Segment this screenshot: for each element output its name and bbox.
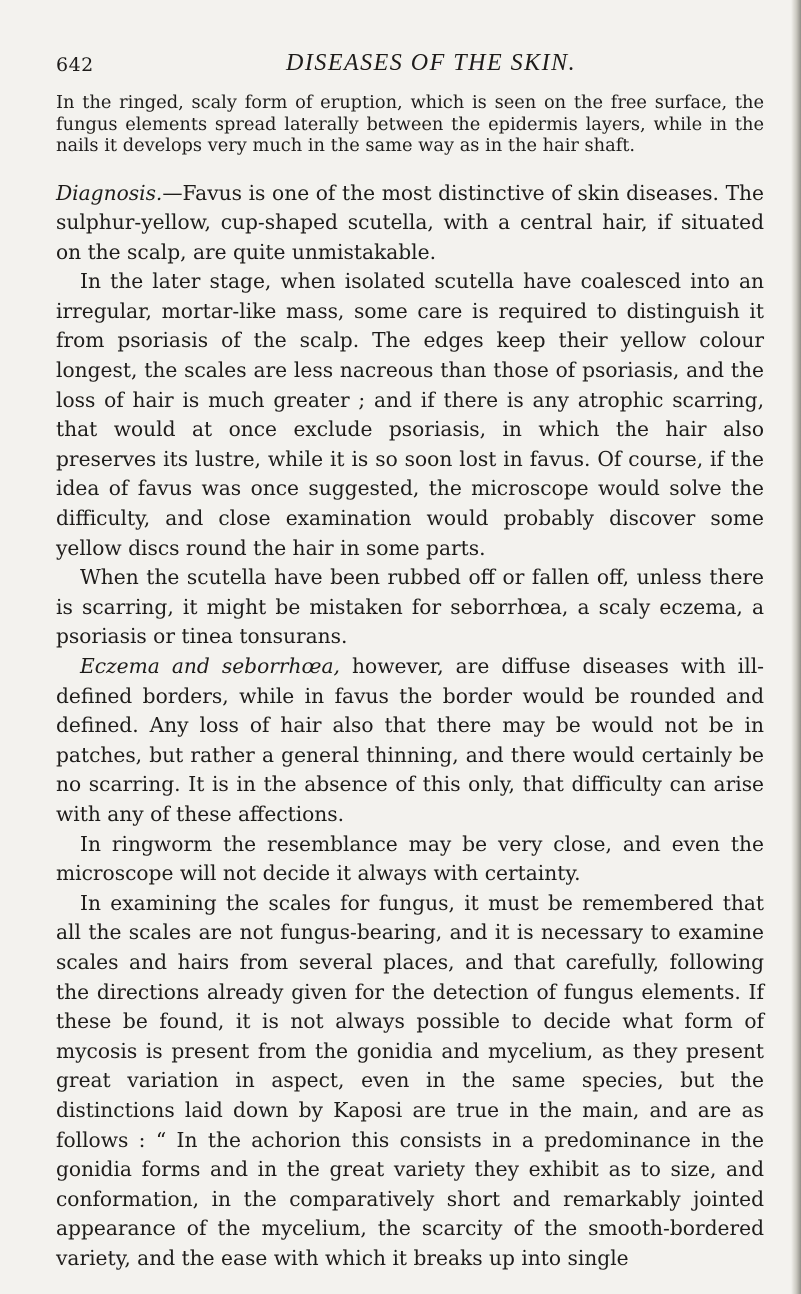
paragraph-1-text: In the ringed, scaly form of eruption, which is seen on the free surface, the fungus elements spread laterally between the epidermis layers, while in the nails it develops very much in the same way as in the hair shaft. xyxy=(56,92,764,156)
paragraph-examining-text: In examining the scales for fungus, it must be remembered that all the scales are not fungus-bearing, and it is necessary to examine scales and hairs from several places, and that carefully, following the directions already given for the detection of fungus elements. If these be found, it is not always possible to decide what form of mycosis is present from the gonidia and mycelium, as they present great variation in aspect, even in the same species, but the distinctions laid down by Kaposi are true in the main, and are as follows : “ In the achorion this consists in a predominance in the gonidia forms and in the great variety they exhibit as to size, and conformation, in the comparatively short and remarkably jointed appearance of the mycelium, the scarcity of the smooth-bordered variety, and the ease with which it breaks up into single xyxy=(56,890,764,1270)
eczema-heading: Eczema and seborrhœa, xyxy=(80,654,340,678)
paragraph-ringworm-text: In ringworm the resemblance may be very close, and even the microscope will not decide it always with certainty. xyxy=(56,831,764,886)
paragraph-eczema xyxy=(56,652,764,830)
book-page xyxy=(56,46,764,1273)
paragraph-eczema-text: however, are diffuse diseases with ill-defined borders, while in favus the border would be rounded and defined. Any loss of hair also that there may be would not be in patches, but rather a general thinning, and there would certainly be no scarring. It is in the absence of this only, that difficulty can arise with any of these affections. xyxy=(56,654,764,826)
page-header xyxy=(56,46,764,82)
paragraph-later-stage xyxy=(56,267,764,563)
page-edge-shadow xyxy=(791,0,801,1294)
paragraph-1 xyxy=(56,92,764,157)
paragraph-diagnosis-text: —Favus is one of the most distinctive of skin diseases. The sulphur-yellow, cup-shaped scutella, with a central hair, if situated on the scalp, are quite unmistakable. xyxy=(56,180,764,264)
paragraph-examining xyxy=(56,889,764,1274)
diagnosis-heading: Diagnosis. xyxy=(56,180,163,205)
paragraph-scutella-rubbed-text: When the scutella have been rubbed off or fallen off, unless there is scarring, it might be mistaken for seborrhœa, a scaly eczema, a psoriasis or tinea tonsurans. xyxy=(56,565,764,649)
paragraph-diagnosis xyxy=(56,179,764,268)
paragraph-scutella-rubbed xyxy=(56,563,764,652)
paragraph-ringworm xyxy=(56,830,764,889)
page-number: 642 xyxy=(56,54,94,76)
paragraph-later-stage-text: In the later stage, when isolated scutella have coalesced into an irregular, mortar-like mass, some care is required to distinguish it from psoriasis of the scalp. The edges keep their yellow colour longest, the scales are less nacreous than those of psoriasis, and the loss of hair is much greater ; and if there is any atrophic scarring, that would at once exclude psoriasis, in which the hair also preserves its lustre, while it is so soon lost in favus. Of course, if the idea of favus was once suggested, the microscope would solve the difficulty, and close examination would probably discover some yellow discs round the hair in some parts. xyxy=(56,269,764,560)
running-head: DISEASES OF THE SKIN. xyxy=(286,50,577,76)
